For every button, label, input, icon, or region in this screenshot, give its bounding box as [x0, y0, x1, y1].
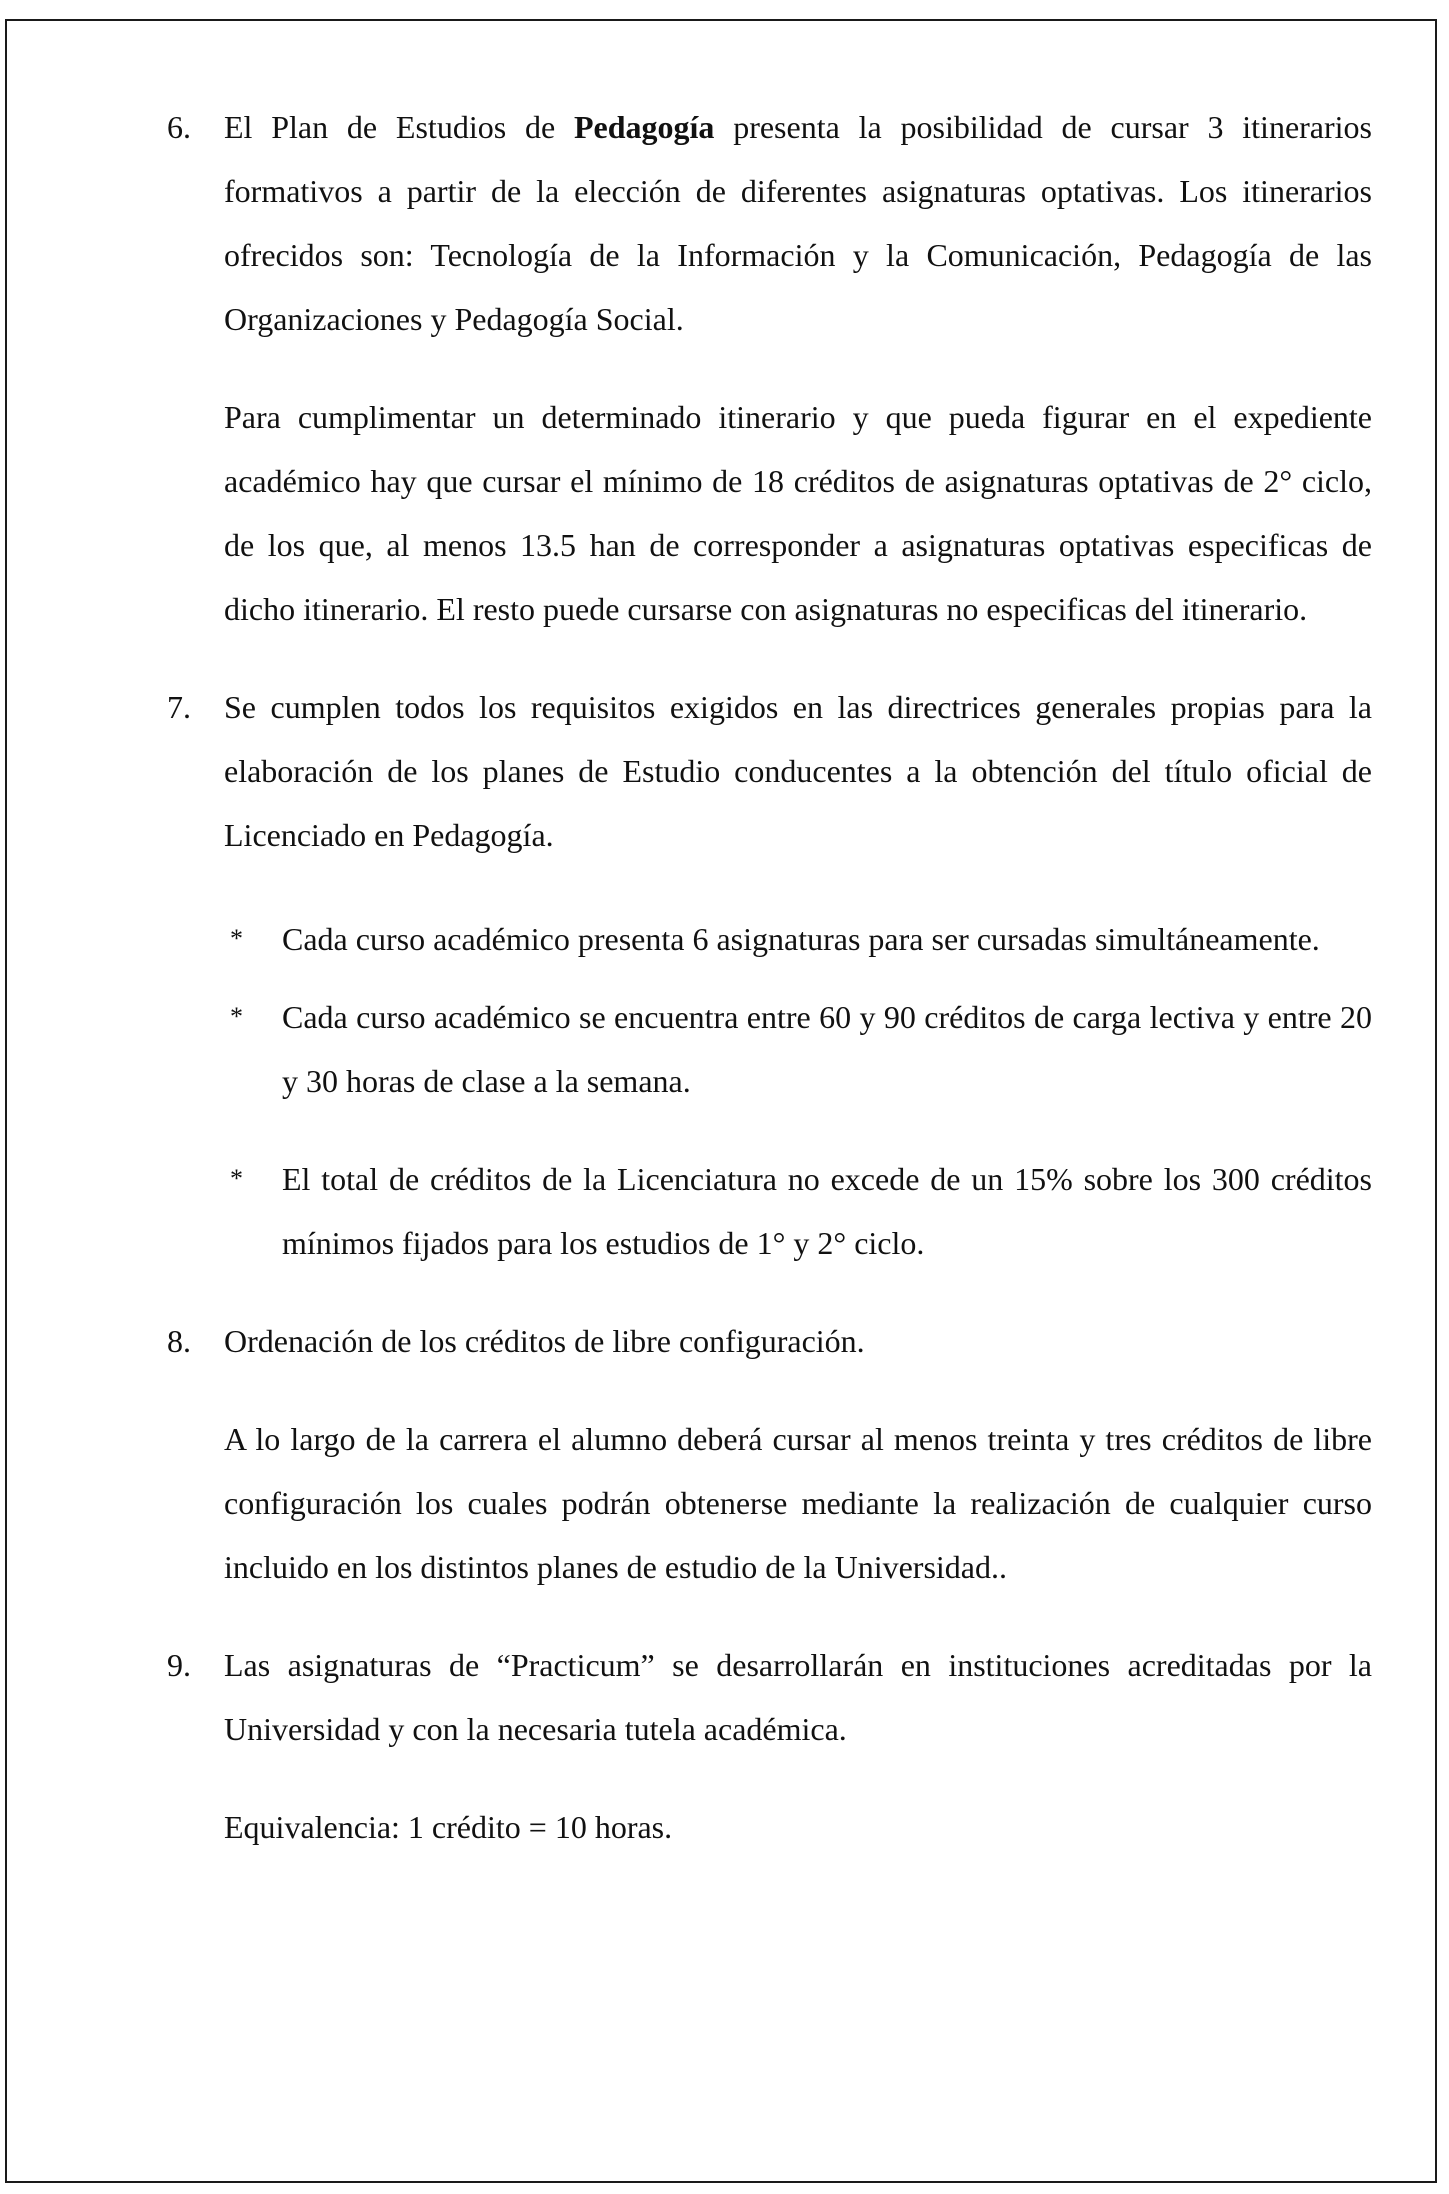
- equivalence-note: Equivalencia: 1 crédito = 10 horas.: [224, 1809, 673, 1845]
- item-paragraph: Se cumplen todos los requisitos exigidos en las directrices generales propias para la elaboración de los planes de Estudio conducentes a la obtención del título oficial de Licenciado en Pedagogía.: [224, 689, 1372, 853]
- item-body: [224, 1309, 1372, 1599]
- bullet-text: Cada curso académico presenta 6 asignaturas para ser cursadas simultáneamente.: [282, 921, 1320, 957]
- bullet-list: [224, 907, 1372, 1275]
- item-body: [224, 95, 1372, 641]
- document-body: [167, 95, 1372, 1859]
- item-number: 8.: [167, 1323, 191, 1359]
- item-paragraph: Para cumplimentar un determinado itinerario y que pueda figurar en el expediente académico hay que cursar el mínimo de 18 créditos de asignaturas optativas de 2° ciclo, de los que, al menos 13.5 han de corresponder a asignaturas optativas especificas de dicho itinerario. El resto puede cursarse con asignaturas no especificas del itinerario.: [224, 399, 1372, 627]
- bold-term: Pedagogía: [573, 109, 715, 145]
- asterisk-bullet-icon: *: [230, 1164, 243, 1193]
- list-item-7: [167, 675, 1372, 1275]
- asterisk-bullet-icon: *: [230, 924, 243, 953]
- list-item-6: [167, 95, 1372, 641]
- bullet-text: El total de créditos de la Licenciatura no excede de un 15% sobre los 300 créditos mínimos fijados para los estudios de 1° y 2° ciclo.: [282, 1161, 1372, 1261]
- item-heading: Ordenación de los créditos de libre configuración.: [224, 1323, 865, 1359]
- item-paragraph: A lo largo de la carrera el alumno deberá cursar al menos treinta y tres créditos de libre configuración los cuales podrán obtenerse mediante la realización de cualquier curso incluido en los distintos planes de estudio de la Universidad..: [224, 1421, 1372, 1585]
- item-paragraph: [224, 95, 1372, 351]
- item-number: 7.: [167, 689, 191, 725]
- item-number: 6.: [167, 109, 191, 145]
- item-paragraph: Las asignaturas de “Practicum” se desarrollarán en instituciones acreditadas por la Universidad y con la necesaria tutela académica.: [224, 1647, 1372, 1747]
- text-run: El Plan de Estudios de: [224, 109, 574, 145]
- bullet-item: [224, 985, 1372, 1113]
- list-item-8: [167, 1309, 1372, 1599]
- item-body: [224, 675, 1372, 1275]
- bullet-item: [224, 1147, 1372, 1275]
- asterisk-bullet-icon: *: [230, 1002, 243, 1031]
- item-body: [224, 1633, 1372, 1859]
- list-item-9: [167, 1633, 1372, 1859]
- bullet-item: [224, 907, 1372, 971]
- bullet-text: Cada curso académico se encuentra entre 60 y 90 créditos de carga lectiva y entre 20 y 30 horas de clase a la semana.: [282, 999, 1372, 1099]
- item-number: 9.: [167, 1647, 191, 1683]
- text-run: presenta la posibilidad de cursar 3 itinerarios formativos a partir de la elección de diferentes asignaturas optativas. Los itinerarios ofrecidos son: Tecnología de la Información y la Comunicación, Pedagogía de las Organizaciones y Pedagogía Social.: [224, 109, 1372, 337]
